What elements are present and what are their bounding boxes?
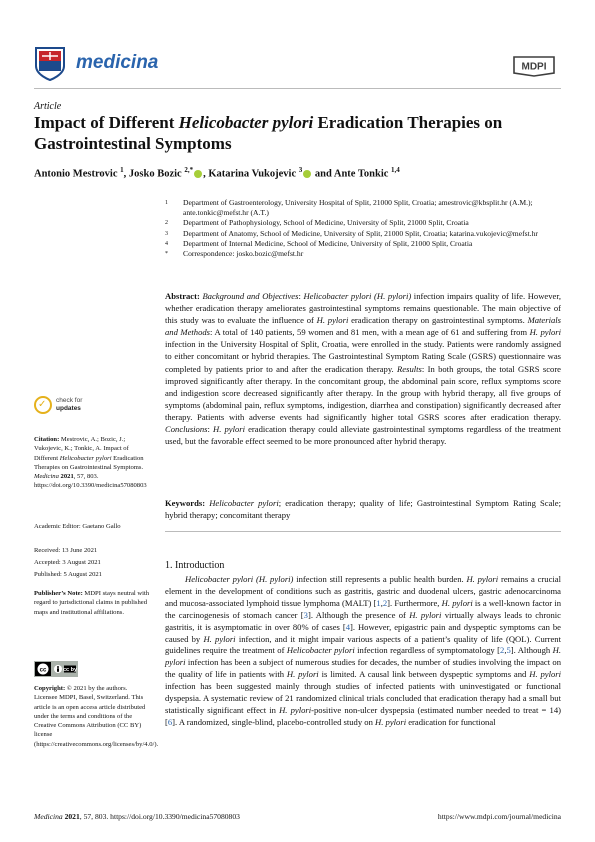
article-title — [34, 112, 561, 154]
author-separator: , — [203, 168, 209, 180]
body-text: is limited. A causal link between dyspeptic symptoms and — [318, 669, 530, 680]
cc-by-license-icon[interactable] — [34, 661, 78, 677]
abstract-species: H. pylori — [316, 315, 349, 326]
author-name[interactable]: Ante Tonkic — [333, 168, 389, 180]
author-name[interactable]: Josko Bozic — [128, 168, 182, 180]
abstract-species: Helicobacter pylori (H. pylori) — [303, 291, 412, 301]
journal-logo — [34, 46, 194, 86]
check-for-updates-button[interactable] — [34, 396, 94, 426]
author-affil: 3 — [298, 166, 303, 174]
author-list — [34, 166, 400, 180]
academic-editor: Academic Editor: Gaetano Gallo — [34, 523, 121, 530]
keywords — [165, 497, 561, 521]
body-text: ]. Although — [510, 645, 553, 656]
body-species: H. pylori — [165, 645, 561, 668]
section-heading: 1. Introduction — [165, 560, 225, 571]
citation-label: Citation: — [34, 436, 60, 443]
affiliation-text: Correspondence: josko.bozic@mefst.hr — [183, 249, 304, 259]
received-date: Received: 13 June 2021 — [34, 547, 98, 554]
accepted-date: Accepted: 3 August 2021 — [34, 559, 101, 566]
body-text: , — [380, 597, 383, 608]
affiliations — [165, 198, 561, 259]
abstract-subhead: Conclusions — [165, 424, 208, 435]
body-species: H. pylori — [203, 633, 236, 644]
abstract-text: infection impairs quality of life. However, whether eradication therapy ameliorates gastrointestinal symptoms remains questionable. The main objective of this study was to evaluate the influence of — [165, 291, 561, 326]
keywords-text: ; eradication therapy; quality of life; Gastrointestinal Symptom Rating Scale; hybrid therapy; concomitant therapy — [165, 498, 561, 521]
author-affil: 1 — [120, 166, 124, 174]
title-part: Eradication Therapies on Gastrointestinal Symptoms — [34, 113, 503, 153]
footer-doi[interactable]: , 57, 803. https://doi.org/10.3390/medicina57080803 — [79, 812, 240, 821]
body-species: Helicobacter pylori — [286, 645, 355, 656]
affiliation-number: 2 — [165, 220, 168, 227]
affiliation-text: Department of Gastroenterology, University Hospital of Split, 21000 Split, Croatia; amestrovic@kbsplit.hr (A.M.); ante.tonkic@mefst.hr (A.T.) — [183, 198, 533, 218]
publisher-note — [34, 589, 152, 617]
affiliation-item — [165, 239, 561, 249]
copyright-text: © 2021 by the authors. Licensee MDPI, Basel, Switzerland. This article is an open access article distributed under the terms and conditions of the Creative Commons Attribution (CC BY) license (https://creativecommons.org/licenses/by/4.0/). — [34, 685, 159, 748]
body-text: infection still represents a public health burden. — [293, 574, 467, 584]
check-for-updates-label — [56, 397, 82, 412]
body-species: H. pylori — [279, 704, 312, 715]
abstract-text: : — [298, 291, 304, 301]
author-affil: 1,4 — [391, 166, 400, 174]
title-part: Impact of Different — [34, 113, 179, 132]
citation-block — [34, 435, 152, 491]
citation-link[interactable]: 3 — [303, 609, 308, 620]
copyright — [34, 684, 159, 749]
intro-paragraph — [165, 574, 561, 729]
affiliation-text: Department of Internal Medicine, School of Medicine, University of Split, 21000 Split, Croatia — [183, 238, 473, 248]
check-line2: updates — [56, 404, 81, 412]
body-text: remains a crucial element in the development of conditions such as gastritis, gastric and duodenal ulcers, gastric adenocarcinoma and mucosa-associated lymphoid tissue lymphoma (MALT) [ — [165, 574, 561, 608]
citation-link[interactable]: 5 — [506, 645, 511, 656]
body-text: infection has been a subject of numerous studies for decades, the number of studies involving the impact on the quality of life in patients with — [165, 657, 561, 680]
citation-journal: Medicina — [34, 473, 59, 481]
mdpi-logo — [510, 55, 558, 77]
citation-link[interactable]: 4 — [345, 621, 350, 632]
body-text: infection, and it might impair various aspects of a patient’s quality of life (QOL). Current guidelines require the treatment of — [165, 633, 561, 656]
body-species: H. pylori — [375, 716, 407, 727]
publisher-note-label: Publisher’s Note: — [34, 590, 83, 597]
body-text: virtually always leads to chronic gastritis, it is asymptomatic in over 80% of cases [ — [165, 609, 561, 632]
affiliation-item — [165, 229, 561, 239]
author-name[interactable]: Katarina Vukojevic — [208, 168, 297, 180]
citation-text: Mestrovic, A.; Bozic, J.; Vukojevic, K.; Tonkic, A. Impact of Different — [34, 436, 129, 462]
affiliation-number: * — [165, 251, 168, 258]
orcid-icon[interactable] — [194, 170, 202, 178]
abstract-text: : — [207, 424, 213, 435]
published-date: Published: 5 August 2021 — [34, 571, 102, 578]
abstract-text: infection in the University Hospital of Split, Croatia, were enrolled in the study. Patients were randomly assigned to either concomitant or hybrid therapies. The Gastrointestinal Symptom Rating Scale (GSRS) questionnaire was completed by patients prior to and after the eradication therapy. — [165, 339, 561, 374]
citation-text: Eradication Therapies on Gastrointestinal Symptoms. — [34, 454, 144, 471]
citation-link[interactable]: 6 — [167, 716, 173, 727]
cc-label: cc by — [62, 667, 78, 673]
checkmark-icon: ✓ — [38, 399, 47, 410]
body-species: H. pylori — [441, 597, 473, 608]
affiliation-item — [165, 198, 561, 218]
svg-text:cc: cc — [39, 667, 47, 674]
citation-doi[interactable]: , 57, 803. https://doi.org/10.3390/medicina57080803 — [34, 473, 147, 490]
body-text: ]. Although the presence of — [307, 609, 410, 620]
title-part-italic: Helicobacter pylori — [178, 113, 314, 132]
abstract-species: H. pylori — [213, 424, 245, 435]
footer-url[interactable]: https://www.mdpi.com/journal/medicina — [437, 812, 561, 821]
medicina-shield-icon — [34, 46, 66, 82]
keyword-species: Helicobacter pylori — [209, 498, 279, 508]
publisher-note-text: MDPI stays neutral with regard to jurisdictional claims in published maps and institutional affiliations. — [34, 590, 150, 616]
body-text: is a well-known factor in the carcinogenesis of stomach cancer [ — [165, 597, 562, 620]
abstract-species: H. pylori — [529, 327, 562, 338]
body-text: , — [504, 645, 507, 656]
abstract-subhead: Materials and Methods — [165, 315, 562, 338]
affiliation-item — [165, 249, 561, 259]
header-rule — [34, 88, 561, 89]
citation-species: Helicobacter pylori — [59, 454, 112, 462]
body-text: ]. Furthermore, — [387, 597, 442, 608]
body-text: ]. A randomized, single-blind, placebo-controlled study on — [172, 716, 376, 727]
body-species: H. pylori — [466, 574, 499, 584]
body-text: infection regardless of symptomatology [ — [354, 645, 501, 656]
body-text: eradication for functional — [406, 716, 496, 727]
author-separator: and — [312, 168, 334, 180]
citation-link[interactable]: 2 — [382, 597, 388, 608]
abstract-text: : In both groups, the total GSRS score improved significantly after therapy. In the concomitant group, the abdominal pain score, reflux symptoms score and indigestion score decreased significantly after therapy. In the group with hybrid therapy, all five groups of symptoms (abdominal pain, reflux symptoms, indigestion, diarrhea and constipation) significantly decreased after therapy. Patients with adverse events had significantly higher total GSRS scores after eradication therapy. — [165, 363, 561, 422]
body-species: H. pylori — [409, 609, 442, 620]
author-affil: 2,* — [184, 166, 194, 174]
body-species: H. pylori — [529, 669, 562, 680]
author-separator: , — [123, 168, 129, 180]
citation-link[interactable]: 1 — [376, 597, 381, 608]
orcid-icon[interactable] — [303, 170, 311, 178]
affiliation-text: Department of Anatomy, School of Medicine, University of Split, 21000 Split, Croatia; katarina.vukojevic@mefst.hr — [183, 228, 538, 238]
author-name[interactable]: Antonio Mestrovic — [34, 168, 118, 180]
mdpi-logo-text: MDPI — [521, 61, 547, 73]
abstract-subhead: Background and Objectives — [202, 291, 299, 301]
journal-name: medicina — [76, 52, 159, 73]
abstract-subhead: Results — [397, 363, 422, 374]
body-species: H. pylori — [286, 669, 319, 680]
article-type: Article — [34, 101, 62, 112]
citation-link[interactable]: 2 — [500, 645, 505, 656]
body-species: Helicobacter pylori (H. pylori) — [185, 574, 294, 584]
body-text: -positive non-ulcer dyspepsia (estimated number needed to treat = 14) [ — [165, 704, 561, 727]
keywords-rule — [165, 531, 561, 532]
affiliation-number: 3 — [165, 230, 168, 237]
abstract-text: eradication therapy could alleviate gastrointestinal symptoms regardless of the treatment used, but the favorable effect seemed to be more pronounced after hybrid therapy. — [165, 424, 561, 447]
abstract-text: eradication therapy on gastrointestinal symptoms. — [348, 315, 528, 326]
abstract — [165, 290, 561, 447]
affiliation-number: 1 — [165, 200, 168, 206]
body-text: infection has been suggested mainly through studies of infected patients with uninvestigated or functional dyspepsia. A systematic review of 21 randomized clinical trials concluded that eradication therapy had a small but statistically significant effect in — [165, 681, 561, 715]
abstract-label: Abstract: — [165, 291, 200, 301]
citation-year: 2021 — [58, 473, 74, 481]
footer-year: 2021 — [62, 812, 80, 821]
keywords-label: Keywords: — [165, 498, 206, 508]
copyright-label: Copyright: — [34, 685, 66, 692]
abstract-text: : A total of 140 patients, 59 women and 81 men, with a mean age of 61 and suffering from — [210, 327, 530, 338]
page-footer — [34, 812, 561, 821]
affiliation-text: Department of Pathophysiology, School of Medicine, University of Split, 21000 Split, Croatia — [183, 218, 469, 228]
check-line1: check for — [56, 397, 83, 404]
footer-journal: Medicina — [34, 812, 63, 821]
affiliation-number: 4 — [165, 240, 168, 247]
affiliation-item — [165, 218, 561, 228]
body-text: ]. However, epigastric pain and dyspeptic symptoms can be caused by — [165, 621, 561, 644]
